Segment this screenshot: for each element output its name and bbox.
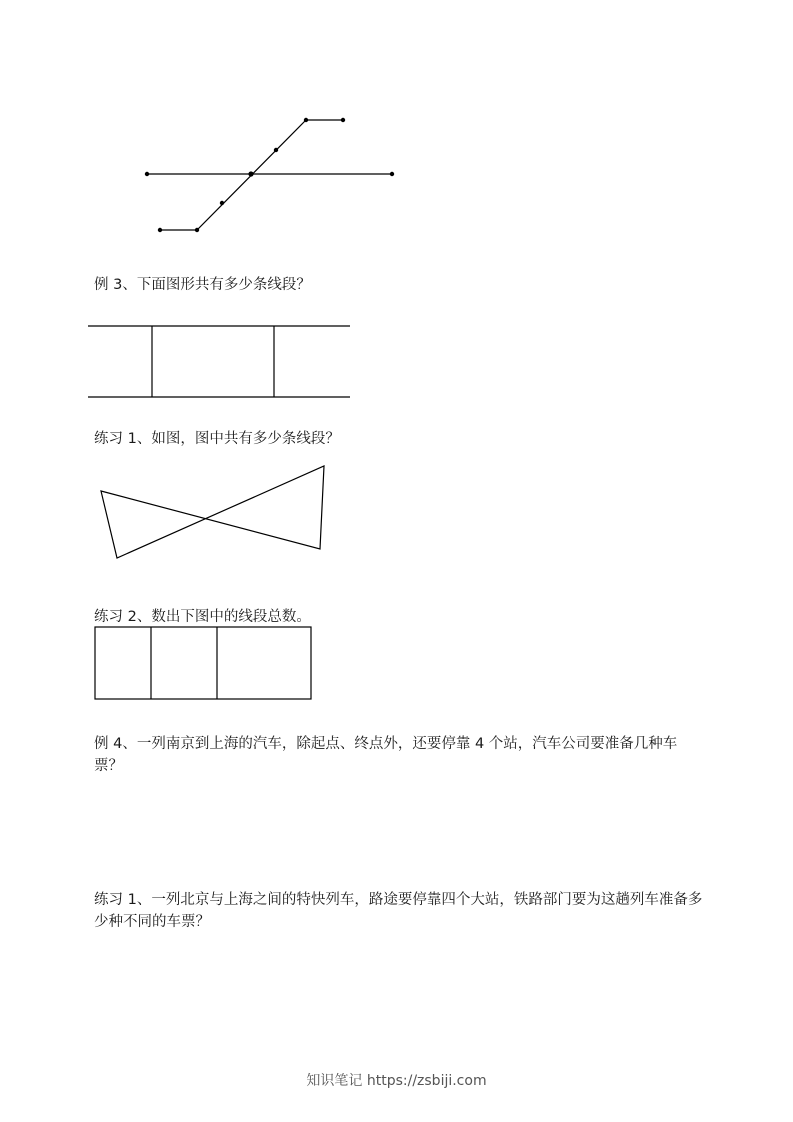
- question-example-4: 例 4、一列南京到上海的汽车，除起点、终点外，还要停靠 4 个站，汽车公司要准备几种车票？: [94, 736, 678, 774]
- question-practice-1b: 练习 1、一列北京与上海之间的特快列车，路途要停靠四个大站，铁路部门要为这趟列车准备多少种不同的车票？: [94, 892, 703, 930]
- question-practice-2: 练习 2、数出下图中的线段总数。: [94, 609, 311, 625]
- footer-watermark: 知识笔记 https://zsbiji.com: [306, 1073, 487, 1089]
- outer-rectangle: [95, 627, 311, 699]
- question-practice-1a: 练习 1、如图，图中共有多少条线段？: [94, 431, 340, 447]
- question-example-3: 例 3、下面图形共有多少条线段？: [94, 277, 311, 293]
